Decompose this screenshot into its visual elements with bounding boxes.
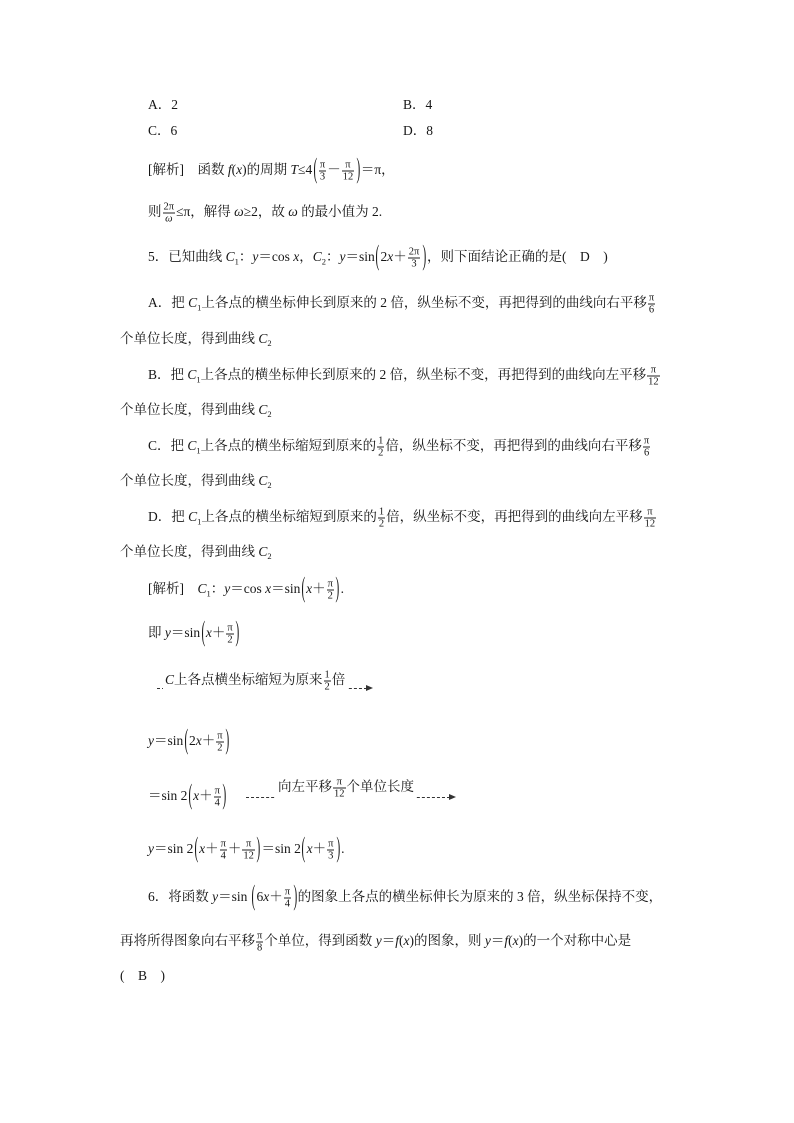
- text-run: 个单位长度，得到曲线: [120, 402, 259, 417]
- text-run: 即: [148, 625, 165, 641]
- q5-option-b-line-1: [148, 365, 661, 388]
- subscript: 2: [267, 338, 272, 348]
- text-run: 再将所得图象向右平移: [120, 933, 255, 949]
- fraction-numerator: [226, 623, 233, 635]
- math-variable: y: [375, 933, 382, 949]
- text-run: 2: [378, 518, 385, 530]
- text-run: B．把: [148, 367, 188, 383]
- subscript: 1: [196, 374, 201, 385]
- text-run: )的图象，则: [409, 933, 485, 949]
- text-run: 个单位长度，得到曲线: [120, 544, 259, 559]
- q5-option-d-line-1: [148, 507, 657, 530]
- math-variable: x: [199, 841, 206, 857]
- text-run: 则: [148, 204, 162, 220]
- math-variable: y: [224, 581, 231, 597]
- text-run: 6: [256, 889, 264, 905]
- text-run: π: [214, 785, 220, 797]
- math-variable: y: [164, 625, 171, 641]
- text-run: 上各点的横坐标伸长到原来的 2 倍，纵坐标不变，再把得到的曲线向左平移: [200, 367, 647, 383]
- text-run: 4: [220, 850, 226, 862]
- fraction-denominator: [163, 214, 176, 225]
- big-paren: (: [251, 881, 256, 913]
- text-run: ：: [210, 581, 225, 597]
- text-run: π: [648, 292, 655, 304]
- arrowhead-icon: [366, 685, 373, 691]
- fraction: [284, 887, 291, 910]
- fraction: [648, 293, 655, 316]
- subscript: 2: [267, 409, 272, 419]
- math-variable: x: [193, 788, 200, 804]
- text-run: ＝sin 2: [148, 788, 188, 804]
- text-run: π: [328, 838, 334, 850]
- text-run: 6: [648, 304, 655, 316]
- text-run: ＝: [381, 933, 396, 949]
- math-variable: ω: [165, 213, 173, 225]
- text-run: 2π: [163, 201, 175, 213]
- text-run: π: [650, 364, 657, 376]
- math-variable: f: [504, 933, 509, 949]
- text-run: ＝sin: [271, 581, 301, 597]
- text-run: .: [340, 581, 344, 597]
- fraction: [220, 839, 227, 862]
- text-run: π: [336, 776, 342, 788]
- fraction: [327, 579, 334, 602]
- text-run: ，则下面结论正确的是: [426, 249, 562, 265]
- text-run: ＝sin: [170, 625, 201, 641]
- fraction-denominator: [644, 519, 657, 530]
- text-run: )的周期: [242, 162, 291, 178]
- arrowhead-icon: [449, 794, 456, 800]
- math-variable: C: [165, 672, 175, 688]
- text-run: 3: [328, 850, 334, 862]
- q5-option-a-line-1: [148, 293, 656, 316]
- text-run: 4: [284, 898, 290, 910]
- q4-option-d: D．8: [403, 123, 433, 138]
- math-variable: x: [306, 581, 313, 597]
- big-paren: ): [235, 617, 240, 649]
- text-run: 2: [327, 590, 333, 602]
- fraction-denominator: [327, 851, 334, 862]
- text-run: π: [643, 435, 650, 447]
- subscript: 1: [234, 256, 239, 267]
- text-run: 1: [378, 506, 385, 518]
- text-run: 12: [648, 376, 659, 388]
- text-run: 的最小值为 2.: [297, 204, 383, 220]
- text-run: ＝sin 2: [154, 841, 194, 857]
- fraction-denominator: [284, 899, 291, 910]
- text-run: π: [220, 838, 226, 850]
- math-variable: x: [387, 249, 394, 265]
- q4-analysis-line-2: [148, 202, 382, 225]
- subscript: 1: [196, 445, 201, 456]
- math-variable: y: [339, 249, 346, 265]
- q6-answer: ( B ): [120, 968, 165, 983]
- fraction: [333, 777, 346, 800]
- text-run: 的图象上各点的横坐标伸长为原来的 3 倍，纵坐标保持不变，: [297, 889, 663, 905]
- math-variable: f: [227, 162, 232, 178]
- math-variable: C: [188, 509, 198, 525]
- fraction-numerator: [256, 931, 263, 943]
- math-variable: ω: [288, 204, 298, 220]
- fraction: [163, 202, 176, 225]
- text-run: ＝cos: [230, 581, 266, 597]
- math-variable: C: [187, 367, 197, 383]
- fraction-numerator: [378, 507, 385, 519]
- subscript: 1: [197, 302, 202, 313]
- big-paren: ): [422, 241, 426, 273]
- text-run: [解析]: [148, 581, 198, 597]
- fraction-denominator: [342, 172, 355, 183]
- fraction: [643, 436, 650, 459]
- text-run: 12: [342, 171, 354, 183]
- fraction: [342, 160, 355, 183]
- q5-analysis-line-4: [148, 780, 228, 812]
- fraction: [324, 670, 331, 693]
- text-run: 2: [378, 447, 384, 459]
- text-run: 12: [243, 850, 254, 862]
- fraction-denominator: [327, 591, 334, 602]
- fraction-numerator: [342, 160, 355, 172]
- text-run: ＋: [205, 841, 219, 857]
- text-run: 12: [334, 788, 345, 800]
- big-paren: ): [335, 573, 340, 605]
- fraction-numerator: [220, 839, 227, 851]
- subscript: 2: [267, 480, 272, 490]
- fraction-numerator: [319, 160, 326, 172]
- text-run: 向左平移: [278, 779, 332, 795]
- q4-option-a: A．2: [148, 97, 178, 112]
- fraction: [214, 786, 221, 809]
- big-paren: ): [292, 881, 297, 913]
- fraction-denominator: [333, 789, 346, 800]
- text-run: ＝sin: [218, 889, 251, 905]
- text-run: ＋: [312, 581, 326, 597]
- fraction: [216, 731, 223, 754]
- fraction-numerator: [163, 202, 176, 214]
- text-run: 2: [217, 742, 223, 754]
- q5-option-b-line-2: [120, 401, 272, 419]
- text-run: ＋: [201, 733, 216, 749]
- fraction-denominator: [242, 851, 255, 862]
- text-run: 3: [411, 258, 417, 270]
- math-variable: x: [195, 733, 202, 749]
- math-variable: C: [258, 331, 268, 346]
- fraction-numerator: [643, 436, 650, 448]
- big-paren: (: [194, 833, 199, 865]
- fraction-denominator: [408, 259, 421, 270]
- fraction-denominator: [647, 377, 660, 388]
- fraction: [377, 436, 384, 459]
- q5-option-a-line-2: [120, 330, 272, 348]
- math-variable: y: [212, 889, 219, 905]
- math-variable: x: [236, 162, 243, 178]
- fraction-denominator: [226, 635, 233, 646]
- q5-analysis-line-5: [148, 833, 345, 865]
- q5-option-c-line-1: [148, 436, 651, 459]
- text-run: ，: [299, 249, 313, 265]
- fraction: [378, 507, 385, 530]
- text-run: (: [231, 162, 237, 178]
- big-paren: (: [184, 725, 188, 757]
- text-run: )的一个对称中心是: [518, 933, 632, 949]
- text-run: π: [345, 159, 351, 171]
- text-run: ＋: [227, 841, 242, 857]
- text-run: 8: [257, 942, 263, 954]
- text-run: D．把: [148, 509, 189, 525]
- math-variable: C: [258, 473, 268, 488]
- text-run: [解析]: [148, 162, 184, 178]
- big-paren: (: [301, 833, 306, 865]
- fraction-denominator: [648, 305, 655, 316]
- big-paren: (: [313, 154, 317, 186]
- text-run: ＝sin 2: [261, 841, 301, 857]
- fraction-denominator: [378, 519, 385, 530]
- text-run: ≤4: [298, 162, 313, 178]
- text-run: π: [647, 506, 653, 518]
- text-run: 个单位长度: [346, 779, 414, 795]
- subscript: 2: [321, 256, 327, 267]
- fraction-denominator: [643, 448, 650, 459]
- text-run: ＋: [269, 889, 283, 905]
- text-run: ≥2，故: [243, 204, 289, 220]
- math-variable: x: [306, 841, 313, 857]
- text-run: (: [398, 933, 404, 949]
- fraction-numerator: [242, 839, 255, 851]
- math-variable: x: [263, 889, 270, 905]
- math-variable: x: [293, 249, 300, 265]
- text-run: 个单位长度，得到曲线: [120, 473, 259, 488]
- subscript: 1: [206, 588, 211, 599]
- text-run: ＋: [393, 249, 407, 265]
- q4-option-c: C．6: [148, 123, 178, 138]
- fraction-numerator: [408, 247, 421, 259]
- fraction-numerator: [284, 887, 291, 899]
- math-variable: C: [197, 581, 207, 597]
- text-run: π: [217, 730, 223, 742]
- math-variable: x: [265, 581, 272, 597]
- big-paren: ): [256, 833, 261, 865]
- fraction: [644, 507, 657, 530]
- q4-analysis-line-1: [148, 154, 395, 186]
- text-run: －: [327, 162, 341, 178]
- math-variable: C: [187, 438, 197, 454]
- q5-stem: [148, 241, 608, 273]
- text-run: ：: [326, 249, 340, 265]
- math-variable: f: [395, 933, 399, 949]
- q5-analysis-line-3: [148, 725, 230, 757]
- fraction: [327, 839, 334, 862]
- big-paren: ): [225, 725, 230, 757]
- text-run: ＋: [199, 788, 213, 804]
- q5-analysis-line-2: [148, 617, 240, 649]
- fraction-numerator: [647, 365, 660, 377]
- text-run: π: [319, 159, 326, 171]
- text-run: ( D ): [561, 249, 608, 265]
- text-run: 3: [319, 171, 326, 183]
- text-run: π: [227, 622, 233, 634]
- q4-option-b: B．4: [403, 97, 433, 112]
- subscript: 1: [197, 516, 202, 527]
- text-run: 4: [214, 797, 220, 809]
- math-variable: y: [252, 249, 259, 265]
- text-run: π: [245, 838, 252, 850]
- fraction: [242, 839, 255, 862]
- math-variable: C: [312, 249, 322, 265]
- fraction: [256, 931, 263, 954]
- text-run: ：: [238, 249, 253, 265]
- transform-arrow-step-1: [157, 670, 373, 696]
- fraction-numerator: [327, 579, 334, 591]
- fraction-denominator: [214, 798, 221, 809]
- transform-arrow-step-2: [246, 774, 456, 804]
- q5-option-c-line-2: [120, 472, 272, 490]
- fraction-numerator: [377, 436, 384, 448]
- text-run: (: [508, 933, 513, 949]
- text-run: ＝sin: [154, 733, 184, 749]
- text-run: 2: [227, 634, 233, 646]
- fraction-denominator: [220, 851, 227, 862]
- math-variable: C: [258, 544, 268, 559]
- text-run: 2: [324, 681, 330, 693]
- fraction-denominator: [377, 448, 384, 459]
- fraction-numerator: [333, 777, 346, 789]
- big-paren: (: [301, 573, 306, 605]
- text-run: π: [327, 578, 333, 590]
- big-paren: ): [356, 154, 360, 186]
- big-paren: (: [201, 617, 205, 649]
- text-run: ＋: [211, 625, 226, 641]
- fraction: [408, 247, 421, 270]
- text-run: 上各点的横坐标缩短到原来的: [201, 509, 377, 525]
- fraction-numerator: [216, 731, 223, 743]
- fraction: [647, 365, 660, 388]
- text-run: .: [341, 841, 345, 857]
- math-variable: C: [258, 402, 268, 417]
- fraction-numerator: [214, 786, 221, 798]
- q5-option-d-line-2: [120, 543, 272, 561]
- text-run: 倍，纵坐标不变，再把得到的曲线向左平移: [386, 509, 643, 525]
- arrow-label: [163, 670, 347, 693]
- q5-analysis-line-1: [148, 573, 344, 605]
- fraction-denominator: [324, 682, 331, 693]
- arrow-label: [276, 777, 416, 800]
- text-run: ＝sin: [345, 249, 375, 265]
- subscript: 2: [267, 551, 272, 561]
- text-run: 5．已知曲线: [148, 249, 226, 265]
- math-variable: x: [403, 933, 410, 949]
- fraction-numerator: [327, 839, 334, 851]
- text-run: ＝cos: [258, 249, 294, 265]
- math-variable: y: [148, 841, 154, 857]
- math-variable: T: [290, 162, 299, 178]
- text-run: C．把: [148, 438, 188, 454]
- math-variable: y: [148, 733, 154, 749]
- math-variable: C: [188, 295, 198, 311]
- text-run: 个单位长度，得到曲线: [120, 331, 259, 346]
- text-run: π: [257, 930, 263, 942]
- text-run: A．把: [148, 295, 189, 311]
- text-run: ＝: [490, 933, 505, 949]
- fraction-numerator: [648, 293, 655, 305]
- text-run: 2: [188, 733, 196, 749]
- big-paren: ): [222, 780, 227, 812]
- q6-stem-line-1: [148, 881, 663, 913]
- text-run: ≤π，解得: [176, 204, 235, 220]
- math-variable: ω: [234, 204, 244, 220]
- text-run: π: [284, 886, 290, 898]
- text-run: 上各点的横坐标缩短到原来的: [200, 438, 377, 454]
- fraction-denominator: [319, 172, 326, 183]
- big-paren: ): [336, 833, 341, 865]
- fraction: [319, 160, 326, 183]
- fraction-numerator: [644, 507, 657, 519]
- fraction-denominator: [216, 743, 223, 754]
- text-run: 2: [380, 249, 388, 265]
- big-paren: (: [188, 780, 193, 812]
- text-run: ＝π，: [360, 162, 395, 178]
- fraction-denominator: [256, 943, 263, 954]
- math-variable: C: [225, 249, 235, 265]
- text-run: 倍，纵坐标不变，再把得到的曲线向右平移: [385, 438, 642, 454]
- text-run: 上各点的横坐标伸长到原来的 2 倍，纵坐标不变，再把得到的曲线向右平移: [201, 295, 647, 311]
- math-variable: y: [484, 933, 491, 949]
- math-variable: x: [205, 625, 212, 641]
- text-run: 个单位，得到函数: [264, 933, 376, 949]
- text-run: 上各点横坐标缩短为原来: [174, 672, 323, 688]
- text-run: 12: [644, 518, 656, 530]
- text-run: 1: [324, 669, 330, 681]
- fraction: [226, 623, 233, 646]
- math-variable: x: [512, 933, 519, 949]
- text-run: 函数: [184, 162, 228, 178]
- text-run: 2π: [408, 246, 420, 258]
- text-run: 6: [643, 447, 650, 459]
- text-run: 1: [378, 435, 384, 447]
- text-run: 6．将函数: [148, 889, 213, 905]
- big-paren: (: [375, 241, 380, 273]
- text-run: ＋: [312, 841, 327, 857]
- fraction-numerator: [324, 670, 331, 682]
- q6-stem-line-2: [120, 931, 631, 954]
- text-run: 倍: [331, 672, 346, 688]
